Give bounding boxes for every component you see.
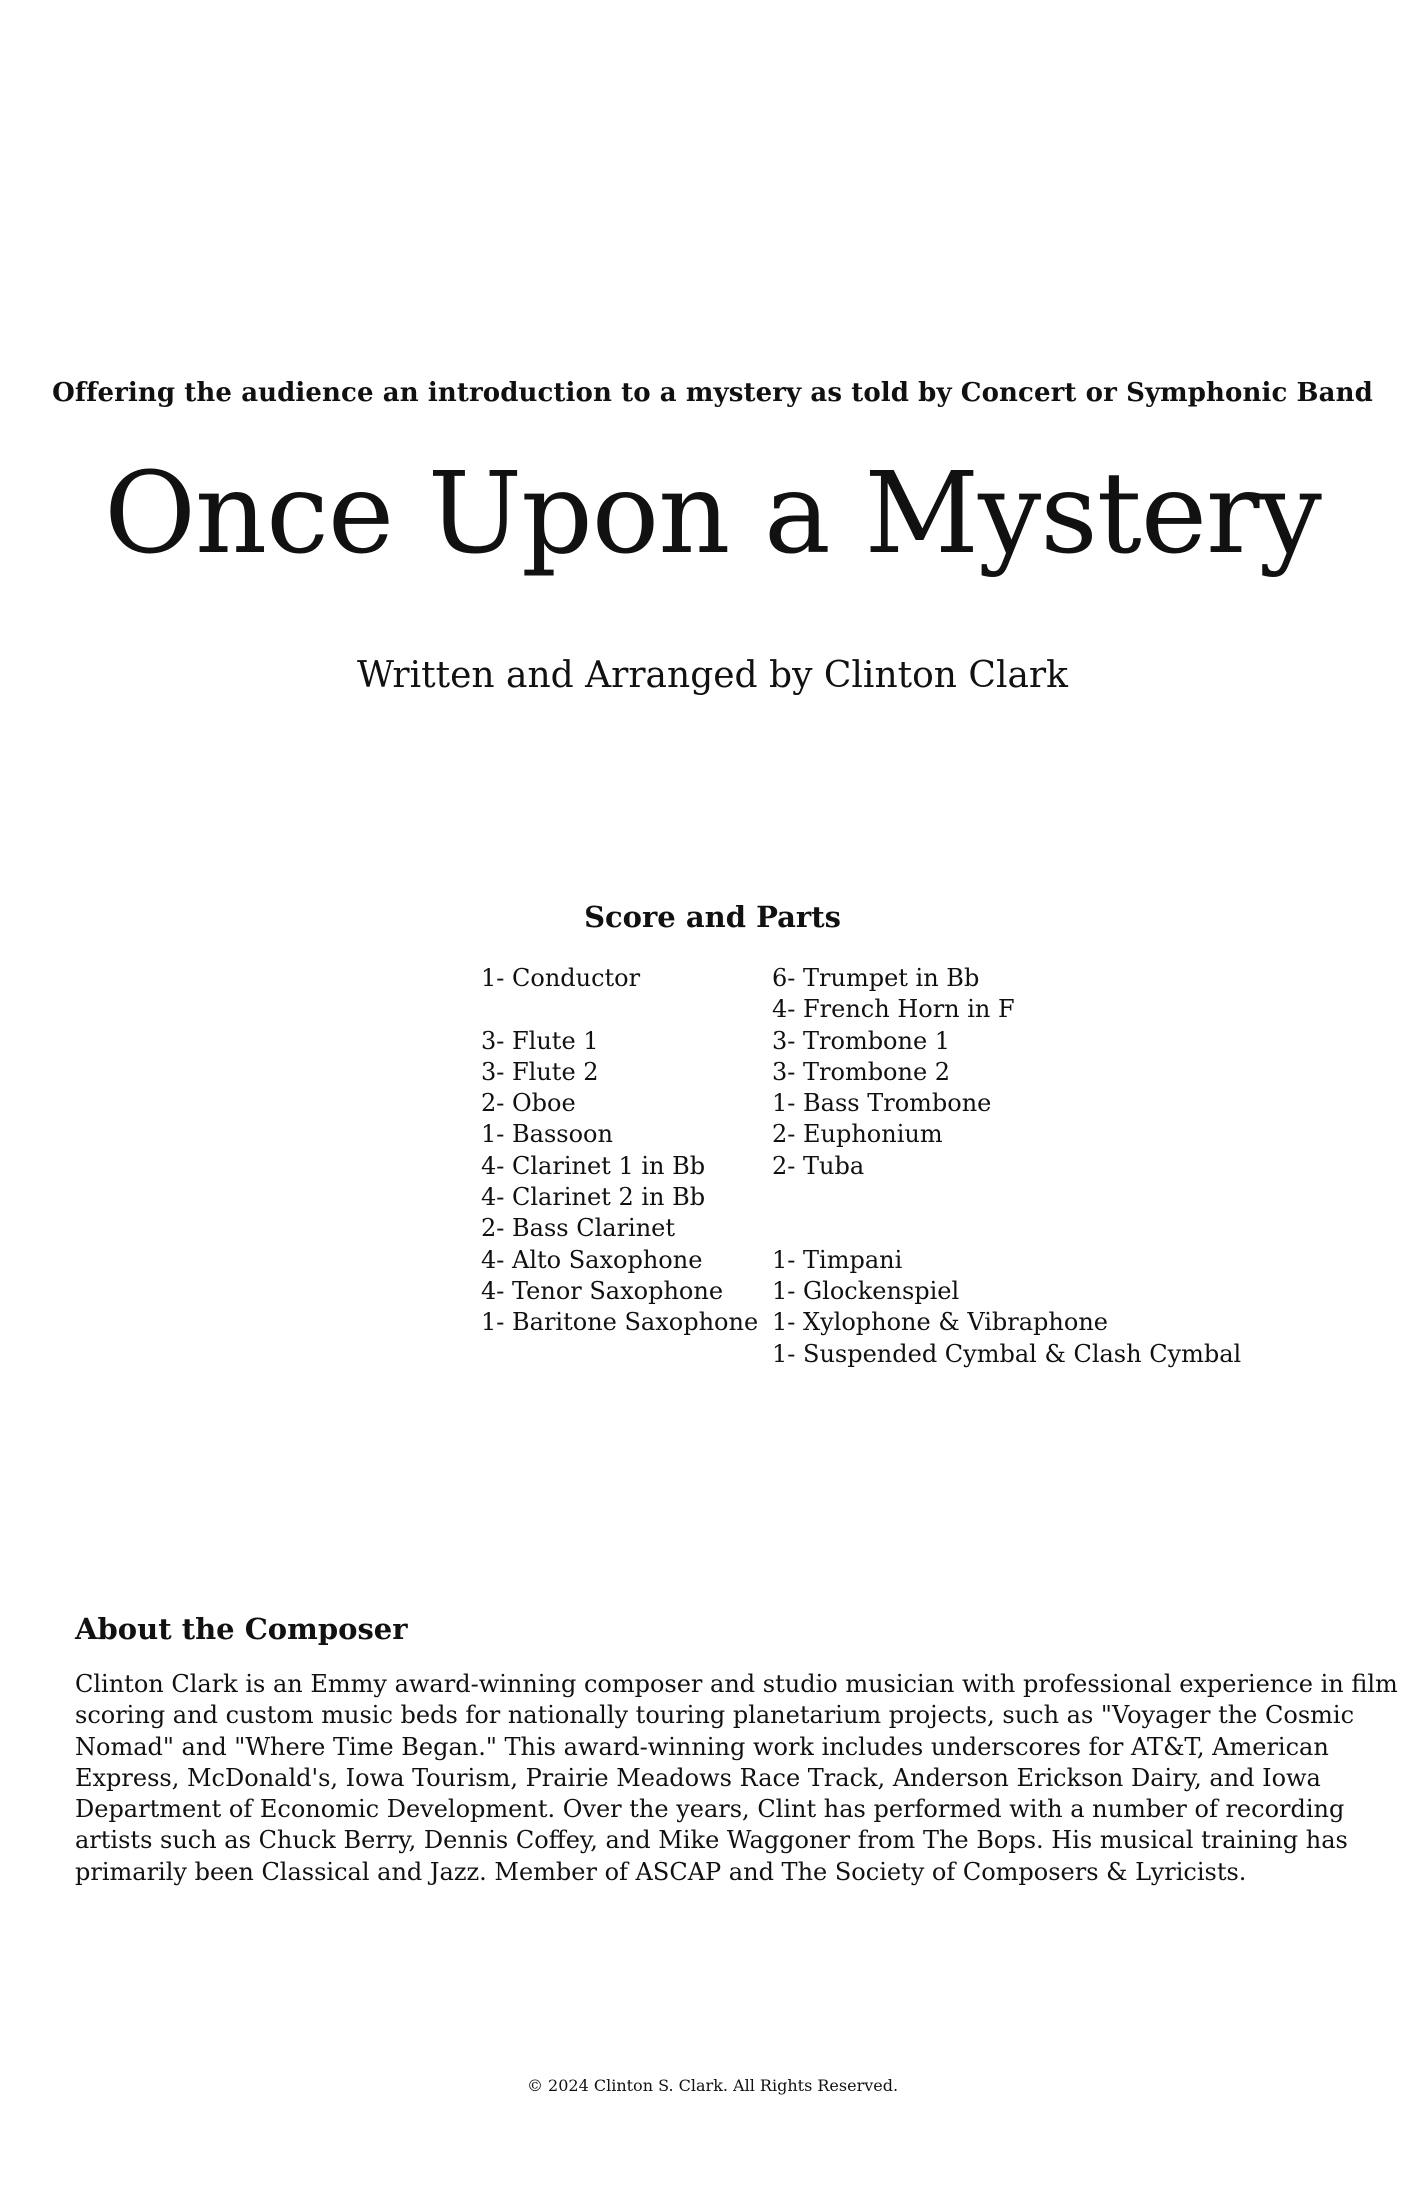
part-item: 1- Bass Trombone [772,1089,992,1118]
parts-list-left [481,963,758,1339]
part-item: 1- Baritone Saxophone [481,1308,759,1337]
part-item: 2- Bass Clarinet [481,1214,676,1243]
copyright-notice: © 2024 Clinton S. Clark. All Rights Reserved. [526,2076,899,2095]
part-item: 1- Xylophone & Vibraphone [772,1308,1108,1337]
part-item: 1- Conductor [481,964,641,992]
part-item: 1- Timpani [772,1245,903,1274]
part-item-spacer [481,994,758,1025]
part-item: 4- Alto Saxophone [481,1245,703,1274]
part-item: 3- Trombone 2 [772,1057,951,1086]
part-item: 4- Tenor Saxophone [481,1276,724,1305]
page-title: Once Upon a Mystery [104,449,1321,579]
part-item: 1- Bassoon [481,1120,613,1149]
about-line: Nomad" and "Where Time Began." This award-winning work includes underscores for AT&T, American [75,1732,1329,1761]
about-line: Express, McDonald's, Iowa Tourism, Prairie Meadows Race Track, Anderson Erickson Dairy, and Iowa [75,1763,1321,1792]
byline: Written and Arranged by Clinton Clark [357,655,1068,696]
part-item-spacer [772,1213,1241,1244]
part-item: 3- Flute 1 [481,1026,599,1055]
part-item: 1- Suspended Cymbal & Clash Cymbal [772,1339,1242,1368]
score-and-parts-heading: Score and Parts [584,900,841,934]
part-item: 6- Trumpet in Bb [772,964,980,992]
about-line: artists such as Chuck Berry, Dennis Coffey, and Mike Waggoner from The Bops. His musical training has [75,1826,1348,1855]
about-line: primarily been Classical and Jazz. Member of ASCAP and The Society of Composers & Lyricists. [75,1857,1247,1886]
about-composer-body [75,1669,1398,1888]
part-item: 3- Trombone 1 [772,1026,951,1055]
part-item: 4- Clarinet 1 in Bb [481,1151,706,1180]
part-item: 2- Tuba [772,1151,865,1180]
part-item: 3- Flute 2 [481,1057,599,1086]
parts-list-right [772,963,1241,1370]
tagline: Offering the audience an introduction to a mystery as told by Concert or Symphonic Band [52,378,1373,408]
about-line: Clinton Clark is an Emmy award-winning composer and studio musician with professional experience in film [75,1670,1398,1698]
about-line: Department of Economic Development. Over the years, Clint has performed with a number of recording [75,1795,1345,1824]
part-item: 2- Euphonium [772,1120,943,1149]
part-item: 4- French Horn in F [772,995,1015,1024]
part-item: 2- Oboe [481,1089,576,1118]
part-item: 4- Clarinet 2 in Bb [481,1183,706,1212]
about-line: scoring and custom music beds for nationally touring planetarium projects, such as "Voyager the Cosmic [75,1701,1355,1730]
about-composer-heading: About the Composer [75,1612,408,1646]
part-item: 1- Glockenspiel [772,1276,960,1305]
part-item-spacer [772,1182,1241,1213]
